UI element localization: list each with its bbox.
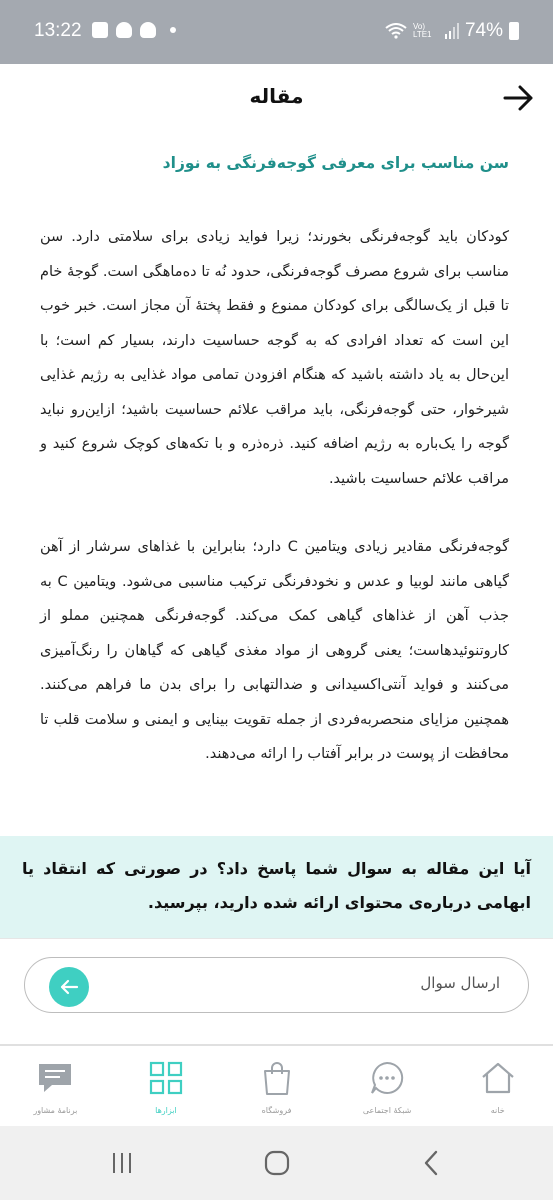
recent-apps-icon bbox=[110, 1151, 134, 1175]
page-title: مقاله bbox=[249, 84, 304, 108]
article-body bbox=[40, 150, 509, 806]
nav-label: خانه bbox=[490, 1106, 505, 1115]
wifi-icon bbox=[385, 23, 407, 39]
question-input-placeholder: ارسال سوال bbox=[420, 974, 500, 992]
nav-label: برنامهٔ مشاور bbox=[33, 1106, 78, 1115]
question-input[interactable] bbox=[24, 957, 529, 1013]
network-label: Vo) LTE1 bbox=[412, 22, 432, 39]
send-button[interactable] bbox=[49, 967, 89, 1007]
nav-item-tools[interactable] bbox=[111, 1046, 222, 1126]
arrow-right-icon bbox=[503, 84, 535, 112]
question-area bbox=[0, 938, 553, 1028]
nav-item-shop[interactable] bbox=[221, 1046, 332, 1126]
shopping-bag-icon bbox=[257, 1058, 297, 1098]
chevron-left-icon bbox=[422, 1150, 442, 1176]
feedback-prompt: آیا این مقاله به سوال شما پاسخ داد؟ در صورتی که انتقاد یا ابهامی درباره‌ی محتوای ارائه شده دارید، بپرسید. bbox=[0, 836, 553, 938]
shopping-bag-notification-icon bbox=[140, 22, 156, 38]
more-notifications-icon bbox=[170, 27, 176, 33]
recent-apps-button[interactable] bbox=[102, 1148, 142, 1178]
home-system-button[interactable] bbox=[257, 1148, 297, 1178]
home-circle-icon bbox=[264, 1150, 290, 1176]
bottom-nav bbox=[0, 1044, 553, 1126]
arrow-left-icon bbox=[59, 979, 79, 995]
nav-label: فروشگاه bbox=[261, 1106, 292, 1115]
article-paragraph: گوجه‌فرنگی مقادیر زیادی ویتامین C دارد؛ بنابراین با غذاهای سرشار از آهن گیاهی مانند لوبیا و عدس و نخودفرنگی ترکیب مناسبی می‌شود. ویتامین C به جذب آهن از غذاهای گیاهی کمک می‌کند. گوجه‌فرنگی همچنین مملو از کاروتنوئیدهاست؛ یعنی گروهی از مواد مغذی گیاهی که گیاهان را رنگ‌آمیزی می‌کنند و فواید آنتی‌اکسیدانی و ضدالتهابی را برای بدن ما فراهم می‌کنند. همچنین مزایای منحصربه‌فردی از جمله تقویت بینایی و ایمنی و سلامت قلب تا محافظت از پوست در برابر آفتاب را ارائه می‌دهند. bbox=[40, 539, 509, 762]
nav-label: ابزارها bbox=[155, 1106, 177, 1115]
grid-icon bbox=[146, 1058, 186, 1098]
chat-bubble-icon bbox=[367, 1058, 407, 1098]
back-button[interactable] bbox=[497, 76, 541, 120]
system-nav-bar bbox=[0, 1126, 553, 1200]
status-bar bbox=[0, 0, 553, 64]
home-icon bbox=[478, 1058, 518, 1098]
nav-item-consultant[interactable] bbox=[0, 1046, 111, 1126]
status-time: 13:22 bbox=[34, 20, 82, 41]
gallery-icon bbox=[92, 22, 108, 38]
notification-icons bbox=[92, 22, 176, 38]
nav-item-home[interactable] bbox=[442, 1046, 553, 1126]
nav-item-social[interactable] bbox=[332, 1046, 443, 1126]
article-heading: سن مناسب برای معرفی گوجه‌فرنگی به نوزاد bbox=[162, 154, 509, 172]
battery-percent: 74% bbox=[464, 20, 503, 41]
signal-icon bbox=[445, 23, 459, 39]
battery-icon bbox=[509, 22, 519, 40]
article-paragraph: کودکان باید گوجه‌فرنگی بخورند؛ زیرا فواید زیادی برای سلامتی دارد. سن مناسب برای شروع مصرف گوجه‌فرنگی، حدود نُه تا ده‌ماهگی است. گوجهٔ خام تا قبل از یک‌سالگی برای کودکان ممنوع و فقط پختهٔ آن مجاز است. خبر خوب این است که تعداد افرادی که به گوجه حساسیت دارند، بسیار کم است؛ با این‌حال به یاد داشته باشید که هنگام افزودن تمامی مواد غذایی به رژیم غذایی شیرخوار، حتی گوجه‌فرنگی، باید مراقب علائم حساسیت باشید؛ ازاین‌رو نباید گوجه را یک‌باره به رژیم اضافه کنید. ذره‌ذره و با تکه‌های کوچک شروع کنید و مراقب علائم حساسیت باشید. bbox=[40, 229, 509, 487]
header bbox=[0, 64, 553, 134]
back-system-button[interactable] bbox=[412, 1148, 452, 1178]
nav-label: شبکهٔ اجتماعی bbox=[362, 1106, 412, 1115]
shopping-bag-notification-icon bbox=[116, 22, 132, 38]
status-right bbox=[385, 20, 519, 42]
message-icon bbox=[35, 1058, 75, 1098]
